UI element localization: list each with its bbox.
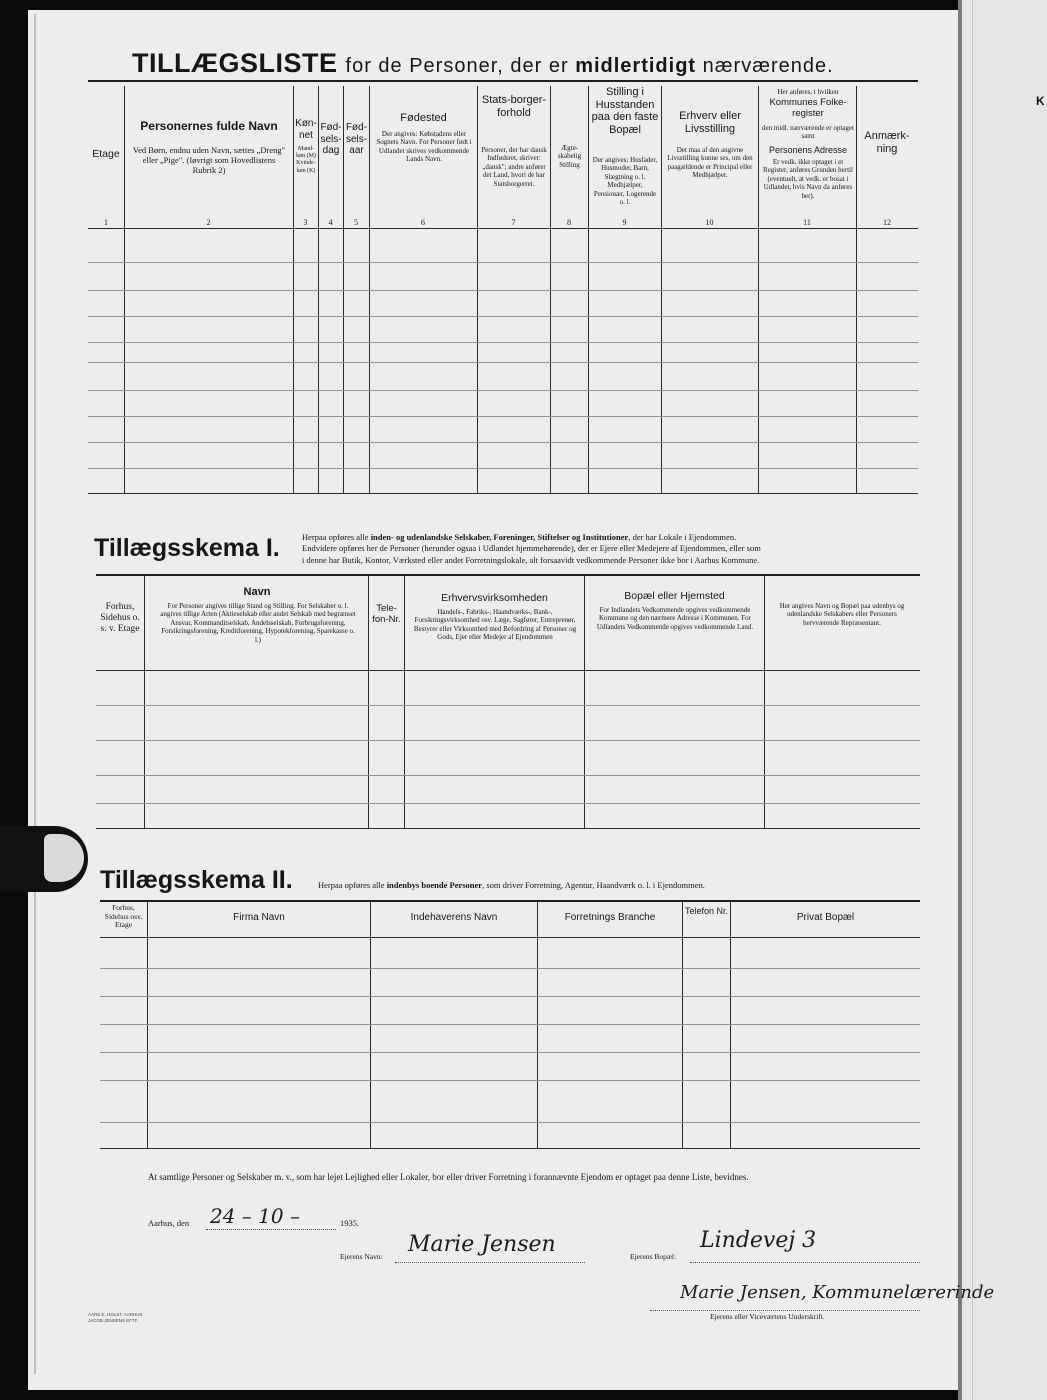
skema1-header-border [96,670,920,671]
col-etage-header: Etage [92,148,120,160]
skema1-col-divider [144,576,145,828]
footer-date-handwritten: 24 – 10 – [210,1204,300,1228]
signature-handwritten: Marie Jensen, Kommunelærerinde [680,1282,995,1303]
title-rest-b: midlertidigt [575,55,697,77]
skema1-col-bopael-subtext: For Indlandets Vedkommende opgives vedkommende Kommune og den nærmere Adresse i Kommunen. For Udlandets Vedkommende opgives vedkommende Land. [596,606,754,631]
footer-statement: At samtlige Personer og Selskaber m. v., som har lejet Lejlighed eller Lokaler, bor eller driver Forretning i forannævnte Ejendom er optaget paa denne Liste, bevidnes. [148,1172,749,1182]
table1-row-line [88,416,918,417]
col-number: 10 [705,218,714,227]
tillaegsliste-title [132,48,834,79]
table1-row-line [88,316,918,317]
thumbnail [44,834,84,882]
skema1-col-telefon: Tele-fon-Nr. [372,603,401,625]
skema1-col-navn-subtext: For Personer angives tillige Stand og Stilling. For Selskaber o. l. angives tillige Arten (Aktieselskab eller andet Selskab med begrænset Ansvar, Kommanditselskab, Andelsselskab, Forbrugsforening, Forsikringsforening, Kreditforening, Hypotekforening, Sparekasse o. l.) [160,602,356,644]
table1-row-line [88,342,918,343]
skema2-col-divider [370,902,371,1148]
skema1-col-navn: Navn [243,586,271,598]
col-koen-header: Køn-net [295,118,317,141]
skema2-intro-a: Herpaa opføres alle [318,880,387,890]
skema2-col-indehaver: Indehaverens Navn [410,912,498,923]
col-folkeregister-mid: den midl. nærværende er optaget samt [762,124,854,141]
col-name-subtext: Ved Børn, endnu uden Navn, sættes „Dreng" eller „Pige". (Iøvrigt som Hovedlistens Rubrik 2) [132,145,286,176]
owner-address-label: Ejerens Bopæl: [630,1252,677,1261]
skema1-top-border [96,574,920,576]
table1-bottom-border [88,493,918,494]
skema2-top-border [100,900,920,902]
printer-imprint: AARS E. HOLST. AARHUS JACOB JENSENS EFTF. [88,1312,143,1323]
skema2-col-divider [730,902,731,1148]
skema1-col-divider [764,576,765,828]
skema1-intro [302,532,922,566]
col-number: 1 [104,218,108,227]
owner-name-line [395,1262,585,1263]
skema1-row-line [96,740,920,741]
table1-top-border [88,80,918,82]
skema2-col-branche: Forretnings Branche [564,912,656,923]
skema1-row-line [96,803,920,804]
col-foedested-subtext: Der angives: Købstadens eller Sognets Navn. For Personer født i Udlandet skrives vedkommende Lands Navn. [376,130,472,164]
col-stilling-header: Stilling i Husstanden paa den faste Bopæl [591,86,659,136]
tillaegsliste-title-rest [346,55,834,77]
skema2-col-etage: Forhus, Sidehus osv. Etage [104,903,143,930]
col-adresse-header: Personens Adresse [768,145,848,155]
col-erhverv-subtext: Det maa af den angivne Livsstilling kunne ses, om den paagældende er Principal eller Medhjælper. [667,146,753,180]
col-stilling-subtext: Der angives: Husfader, Husmoder, Barn, Slægtning o. l. Medhjælper, Pensionær, Logerende o. l. [592,156,658,206]
col-number: 6 [421,218,425,227]
skema2-row-line [100,1080,920,1081]
skema1-bottom-border [96,828,920,829]
page-border [972,0,973,1400]
col-aegteskab-subtext: Ægte-skabelig Stilling [557,144,582,169]
col-koen-subtext: Mand-køn (M) Kvinde-køn (K) [296,146,316,174]
skema1-row-line [96,705,920,706]
skema1-col-bopael: Bopæl eller Hjemsted [624,590,725,602]
owner-address-line [690,1262,920,1263]
col-foedselsaar-header: Fød-sels-aar [345,122,368,156]
skema2-col-divider [537,902,538,1148]
col-number: 3 [303,218,308,227]
skema1-intro-line2: Endvidere opføres her de Personer (herunder ogsaa i Udlandet hjemmehørende), der er Ejere eller Medejere af Ejendommen, eller som [302,543,761,554]
skema1-col-erhverv-subtext: Handels-, Fabriks-, Haandværks-, Bank-, Forsikringsvirksomhed osv. Læge, Sagfører, Entreprenør, Bestyrer eller Virksomhed med Befordring af Personer og Gods, Ejer eller Medejer af Ejendommen [413,608,577,642]
footer-year: 1935. [340,1218,360,1228]
skema1-col-divider [404,576,405,828]
col-anmaerkning-header: Anmærk-ning [864,130,910,155]
table1-row-line [88,390,918,391]
col-statsborger-header: Stats-borger-forhold [481,94,547,119]
col-folkeregister-header: Kommunes Folke-register [769,97,847,119]
col-number: 2 [206,218,211,227]
intro-1a: Herpaa opføres alle [302,532,371,542]
skema2-intro-c: , som driver Forretning, Agentur, Haandværk o. l. i Ejendommen. [482,880,705,890]
col-number: 5 [354,218,358,227]
intro-1b: inden- og udenlandske Selskaber, Foreninger, Stiftelser og Institutioner [370,532,629,542]
col-adresse-subtext: Er vedk. ikke optaget i et Register, anføres Grunden hertil (eventuelt, at vedk. er bosat i Udlandet, hvis Navn da anføres her). [763,158,853,200]
col-number: 11 [803,218,811,227]
facing-page-letter: K [1036,94,1045,108]
col-folkeregister-pre: Her anføres, i hvilken [777,88,839,96]
owner-name-label: Ejerens Navn: [340,1252,383,1261]
skema2-row-line [100,996,920,997]
skema2-header-border [100,937,920,938]
skema2-col-divider [147,902,148,1148]
col-number: 8 [567,218,571,227]
page-fold [958,0,962,1400]
table1-header-border [88,228,918,229]
title-rest-a: for de Personer, der er [345,55,576,77]
skema2-row-line [100,1052,920,1053]
skema1-intro-line1 [302,532,922,543]
form-page [28,10,958,1390]
table1-row-line [88,262,918,263]
skema2-col-firma: Firma Navn [233,912,285,923]
signature-label: Ejerens eller Viceværtens Underskrift. [710,1312,825,1321]
skema1-title: Tillægsskema I. [94,534,280,562]
skema2-row-line [100,968,920,969]
col-erhverv-header: Erhverv eller Livsstilling [679,110,741,135]
col-name-header: Personernes fulde Navn [140,119,278,133]
skema2-row-line [100,1122,920,1123]
skema2-intro [318,880,918,891]
skema2-row-line [100,1024,920,1025]
date-line [206,1229,336,1230]
skema1-col-repraesentant-subtext: Her angives Navn og Bopæl paa udenbys og udenlandske Selskabers eller Personers hervværende Repræsentant. [779,602,905,627]
skema1-col-erhverv: Erhvervsvirksomheden [441,592,548,604]
signature-line [650,1310,920,1311]
col-number: 9 [622,218,627,227]
page-edge [34,14,36,1374]
owner-name-handwritten: Marie Jensen [408,1232,556,1257]
col-foedselsdag-header: Fød-sels-dag [320,122,342,156]
skema2-col-divider [682,902,683,1148]
footer-place: Aarhus, den [148,1218,190,1228]
skema1-col-divider [584,576,585,828]
col-number: 7 [511,218,516,227]
tillaegsliste-title-main: TILLÆGSLISTE [132,48,338,78]
skema2-col-telefon: Telefon Nr. [684,906,729,916]
table1-row-line [88,442,918,443]
table1-row-line [88,362,918,363]
skema1-col-etage: Forhus, Sidehus o. s. v. Etage [100,602,140,634]
skema2-intro-b: indenbys boende Personer [386,880,483,890]
scanner-thumb [0,826,88,892]
title-rest-c: nærværende. [696,55,834,77]
skema1-intro-line3: i denne har Butik, Kontor, Værksted eller andet Forretningslokale, alt forsaavidt vedkommende Personer ikke bor i Aarhus Kommune. [302,554,760,565]
intro-1c: , der har Lokale i Ejendommen. [628,532,737,542]
col-foedested-header: Fødested [400,112,447,124]
owner-address-handwritten: Lindevej 3 [700,1228,817,1253]
table1-row-line [88,290,918,291]
facing-page [958,0,1047,1400]
col-number: 4 [328,218,333,227]
skema2-title: Tillægsskema II. [100,866,293,894]
skema1-row-line [96,775,920,776]
col-number: 12 [883,218,891,227]
table1-row-line [88,468,918,469]
skema2-bottom-border [100,1148,920,1149]
col-statsborger-subtext: Personer, der har dansk Indfødsret, skriver: „dansk"; andre anfører det Land, hvori de har Statsborgerret. [481,146,547,188]
skema2-col-bopael: Privat Bopæl [796,912,855,923]
